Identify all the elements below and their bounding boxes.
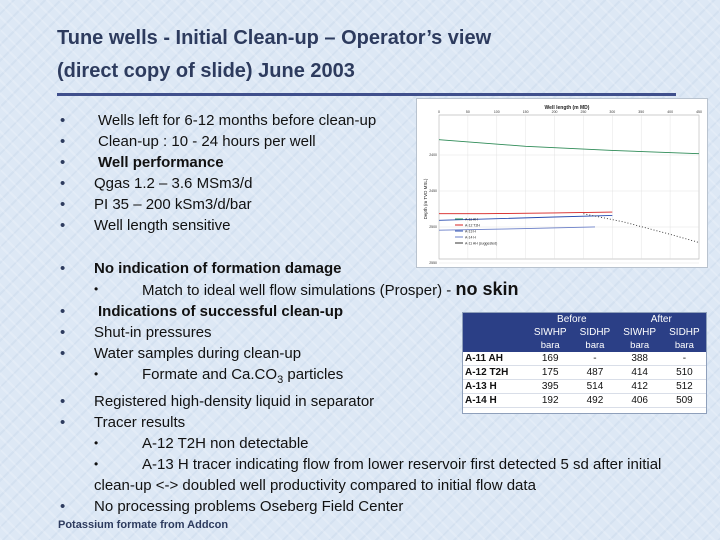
- chart-legend-label: A-12 T2H: [465, 223, 480, 228]
- bullet-icon: •: [60, 324, 66, 341]
- table-cell: -: [573, 352, 616, 366]
- table-cell: -: [663, 352, 706, 366]
- chart-x-tick-label: 200: [551, 110, 558, 114]
- bullet-icon: •: [60, 196, 66, 213]
- group-before: Before: [527, 313, 616, 326]
- bullet-icon: •: [60, 112, 66, 129]
- bullet-icon: •: [60, 175, 66, 192]
- pressure-table: [462, 312, 707, 414]
- table-row: [463, 380, 706, 394]
- bullet-item: • Well performance: [60, 154, 224, 171]
- group-after: After: [617, 313, 706, 326]
- chart-legend-label: A-14 H: [465, 235, 476, 240]
- table-cell: 492: [573, 394, 616, 408]
- bullet-icon: •: [60, 260, 66, 277]
- table-cell: 412: [617, 380, 663, 394]
- chart-svg: [417, 99, 707, 267]
- chart-y-tick-label: 2400: [429, 153, 437, 157]
- chart-x-tick-label: 150: [522, 110, 529, 114]
- footer-source: Potassium formate from Addcon: [58, 519, 229, 531]
- bullet-item: • Indications of successful clean-up: [60, 303, 344, 320]
- chart-x-tick-label: 50: [465, 110, 470, 114]
- table-cell: 388: [617, 352, 663, 366]
- well-name: A-13 H: [463, 380, 527, 394]
- unit-cell: bara: [663, 339, 706, 352]
- bullet-item: • No indication of formation damage: [60, 260, 342, 277]
- table-cell: 487: [573, 366, 616, 380]
- chart-plot-area: [429, 110, 702, 265]
- table-cell: 169: [527, 352, 573, 366]
- table-cell: 509: [663, 394, 706, 408]
- bullet-item: • Water samples during clean-up: [60, 345, 302, 362]
- bullet-icon: •: [60, 498, 66, 515]
- bullet-item: • Clean-up : 10 - 24 hours per well: [60, 133, 316, 150]
- bullet-item: • Well length sensitive: [60, 217, 231, 234]
- title-line-2: (direct copy of slide) June 2003: [57, 60, 355, 82]
- table-cell: 175: [527, 366, 573, 380]
- chart-legend-label: A-11 AH (suggested): [465, 241, 498, 246]
- sub-bullet-icon: •: [94, 457, 99, 471]
- title-line-1: Tune wells - Initial Clean-up – Operator’s view: [57, 27, 492, 49]
- unit-cell: bara: [573, 339, 616, 352]
- table-row: [463, 366, 706, 380]
- table-row: [463, 394, 706, 408]
- no-skin-emphasis: no skin: [455, 279, 519, 299]
- formate-text: Formate and Ca.CO: [142, 366, 278, 383]
- table-row: [463, 352, 706, 366]
- subscript-3: 3: [277, 374, 284, 386]
- unit-cell: bara: [617, 339, 663, 352]
- column-header: SIDHP: [663, 326, 706, 339]
- table-group-row: [463, 313, 706, 326]
- chart-ylabel: Depth (m TVD MSL): [423, 178, 428, 220]
- table-cell: 414: [617, 366, 663, 380]
- bullet-item: • Shut-in pressures: [60, 324, 212, 341]
- unit-cell: bara: [527, 339, 573, 352]
- table-cell: 395: [527, 380, 573, 394]
- bullet-icon: •: [60, 393, 66, 410]
- chart-frame: [439, 115, 699, 259]
- sub-bullet-icon: •: [94, 282, 99, 296]
- table-cell: 510: [663, 366, 706, 380]
- bullet-item: • PI 35 – 200 kSm3/d/bar: [60, 196, 252, 213]
- chart-x-tick-label: 300: [609, 110, 616, 114]
- chart-x-tick-label: 450: [696, 110, 702, 114]
- top-bullet-list: [60, 110, 420, 236]
- chart-x-tick-label: 100: [493, 110, 500, 114]
- sub-bullet-item: • A-13 H tracer indicating flow from lower reservoir first detected 5 sd after initial clean-up <-> doubled well productivity compared to initial flow data: [94, 456, 662, 494]
- well-name: A-12 T2H: [463, 366, 527, 380]
- bullet-item: • Tracer results: [60, 414, 186, 431]
- bullet-item: • Wells left for 6-12 months before clean-up: [60, 112, 377, 129]
- bullet-icon: •: [60, 217, 66, 234]
- well-length-chart: [416, 98, 708, 268]
- bullet-icon: •: [60, 303, 66, 320]
- table-cell: 406: [617, 394, 663, 408]
- bullet-item: • Qgas 1.2 – 3.6 MSm3/d: [60, 175, 253, 192]
- table-cell: 192: [527, 394, 573, 408]
- chart-x-tick-label: 400: [667, 110, 674, 114]
- chart-legend-label: A-11 AH: [465, 217, 478, 222]
- sub-bullet-item: [94, 279, 700, 301]
- table-cell: 512: [663, 380, 706, 394]
- sub-bullet-text: Match to ideal well flow simulations (Prosper) -: [142, 282, 456, 299]
- chart-title: Well length (m MD): [544, 105, 590, 111]
- particles-text: particles: [283, 366, 344, 383]
- bullet-item: • No processing problems Oseberg Field Center: [60, 498, 404, 515]
- well-name: A-14 H: [463, 394, 527, 408]
- chart-y-tick-label: 2500: [429, 225, 437, 229]
- sub-bullet-icon: •: [94, 367, 99, 381]
- bullet-icon: •: [60, 133, 66, 150]
- title-divider: [57, 93, 676, 96]
- chart-legend-label: A-13 H: [465, 229, 476, 234]
- table-header-row: [463, 326, 706, 339]
- bullet-icon: •: [60, 154, 66, 171]
- column-header: SIWHP: [527, 326, 573, 339]
- table-unit-row: [463, 339, 706, 352]
- bullet-icon: •: [60, 345, 66, 362]
- chart-y-tick-label: 2550: [429, 261, 437, 265]
- chart-x-tick-label: 0: [438, 110, 440, 114]
- slide-title: [57, 22, 677, 88]
- column-header: SIWHP: [617, 326, 663, 339]
- bullet-item: • Registered high-density liquid in separator: [60, 393, 375, 410]
- sub-bullet-icon: •: [94, 436, 99, 450]
- bullet-icon: •: [60, 414, 66, 431]
- chart-y-tick-label: 2450: [429, 189, 437, 193]
- chart-x-tick-label: 250: [580, 110, 587, 114]
- sub-bullet-item: • A-12 T2H non detectable: [94, 435, 309, 452]
- column-header: SIDHP: [573, 326, 616, 339]
- table-cell: 514: [573, 380, 616, 394]
- well-name: A-11 AH: [463, 352, 527, 366]
- chart-x-tick-label: 350: [638, 110, 645, 114]
